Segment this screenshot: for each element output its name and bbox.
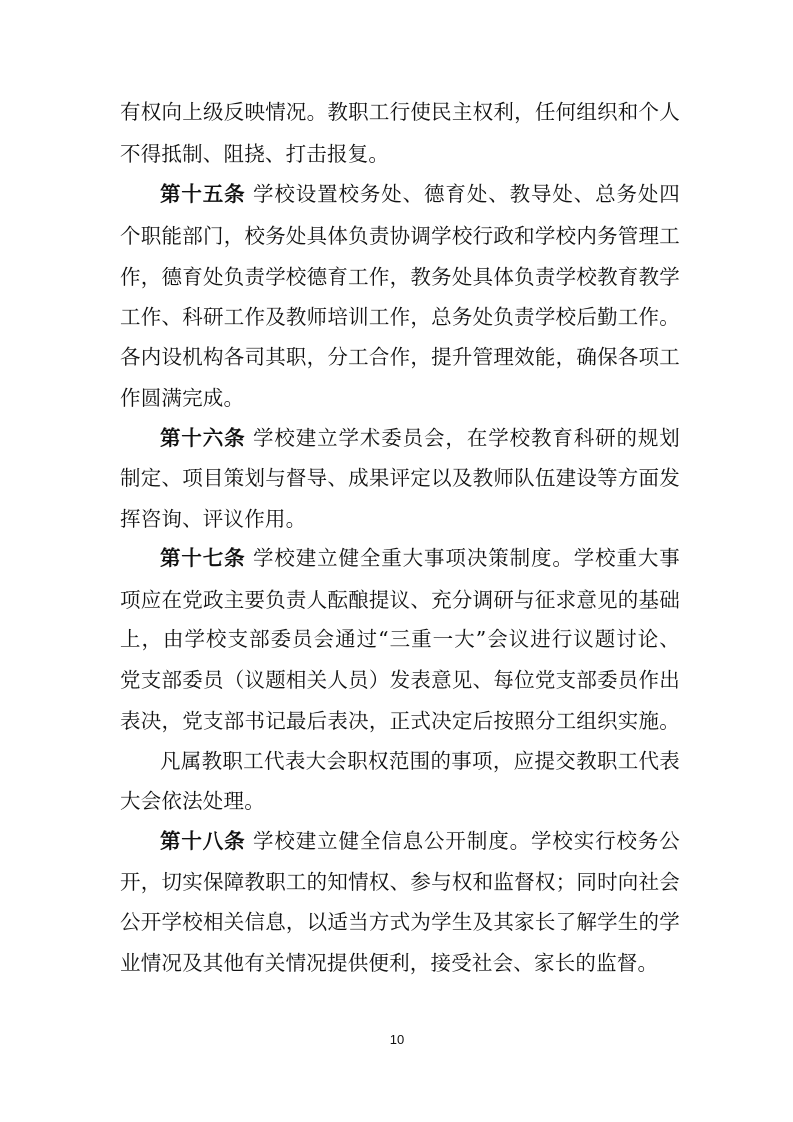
line-text: 学校建立健全重大事项决策制度。学校重大事 <box>252 546 680 570</box>
line-text: 制定、项目策划与督导、成果评定以及教师队伍建设等方面发 <box>120 466 680 490</box>
line-text: 项应在党政主要负责人酝酿提议、充分调研与征求意见的基础 <box>120 588 680 612</box>
line-text: 各内设机构各司其职，分工合作，提升管理效能，确保各项工 <box>120 345 680 369</box>
text-line <box>120 947 680 979</box>
text-line <box>120 866 680 898</box>
text-line <box>120 664 680 696</box>
line-text: 开，切实保障教职工的知情权、参与权和监督权；同时向社会 <box>120 870 680 894</box>
article-heading-line <box>160 178 680 210</box>
text-line <box>160 745 680 777</box>
text-line <box>120 584 680 616</box>
line-text: 公开学校相关信息，以适当方式为学生及其家长了解学生的学 <box>120 910 680 934</box>
line-text: 学校建立健全信息公开制度。学校实行校务公 <box>252 829 680 853</box>
line-text: 学校建立学术委员会，在学校教育科研的规划 <box>252 426 680 450</box>
line-text: 学校设置校务处、德育处、教导处、总务处四 <box>252 182 680 206</box>
text-line <box>120 220 680 252</box>
line-text: 作，德育处负责学校德育工作，教务处具体负责学校教育教学 <box>120 265 680 289</box>
article-number: 第十七条 <box>160 546 246 570</box>
article-number: 第十八条 <box>160 829 246 853</box>
line-text: 大会依法处理。 <box>120 789 265 813</box>
article-heading-line <box>160 422 680 454</box>
text-line <box>120 705 680 737</box>
line-text: 不得抵制、阻挠、打击报复。 <box>120 142 390 166</box>
article-heading-line <box>160 542 680 574</box>
article-number: 第十五条 <box>160 182 246 206</box>
text-line <box>120 785 680 817</box>
text-line <box>120 301 680 333</box>
text-line <box>120 906 680 938</box>
text-line <box>120 623 680 655</box>
line-text: 挥咨询、评议作用。 <box>120 507 307 531</box>
text-line <box>120 341 680 373</box>
article-number: 第十六条 <box>160 426 246 450</box>
text-line <box>120 138 680 170</box>
line-text: 表决，党支部书记最后表决，正式决定后按照分工组织实施。 <box>120 709 680 733</box>
article-heading-line <box>160 825 680 857</box>
text-line <box>120 261 680 293</box>
line-text: 工作、科研工作及教师培训工作，总务处负责学校后勤工作。 <box>120 305 680 329</box>
text-line <box>120 382 680 414</box>
text-line <box>120 503 680 535</box>
line-text: 作圆满完成。 <box>120 386 245 410</box>
line-text: 业情况及其他有关情况提供便利，接受社会、家长的监督。 <box>120 951 659 975</box>
text-line <box>120 462 680 494</box>
line-text: 上，由学校支部委员会通过“三重一大”会议进行议题讨论、 <box>120 627 680 651</box>
line-text: 有权向上级反映情况。教职工行使民主权利，任何组织和个人 <box>120 100 680 124</box>
line-text: 个职能部门，校务处具体负责协调学校行政和学校内务管理工 <box>120 224 680 248</box>
page-number: 10 <box>389 1032 405 1047</box>
line-text: 凡属教职工代表大会职权范围的事项，应提交教职工代表 <box>160 749 680 773</box>
line-text: 党支部委员（议题相关人员）发表意见、每位党支部委员作出 <box>120 668 680 692</box>
text-line <box>120 96 680 128</box>
